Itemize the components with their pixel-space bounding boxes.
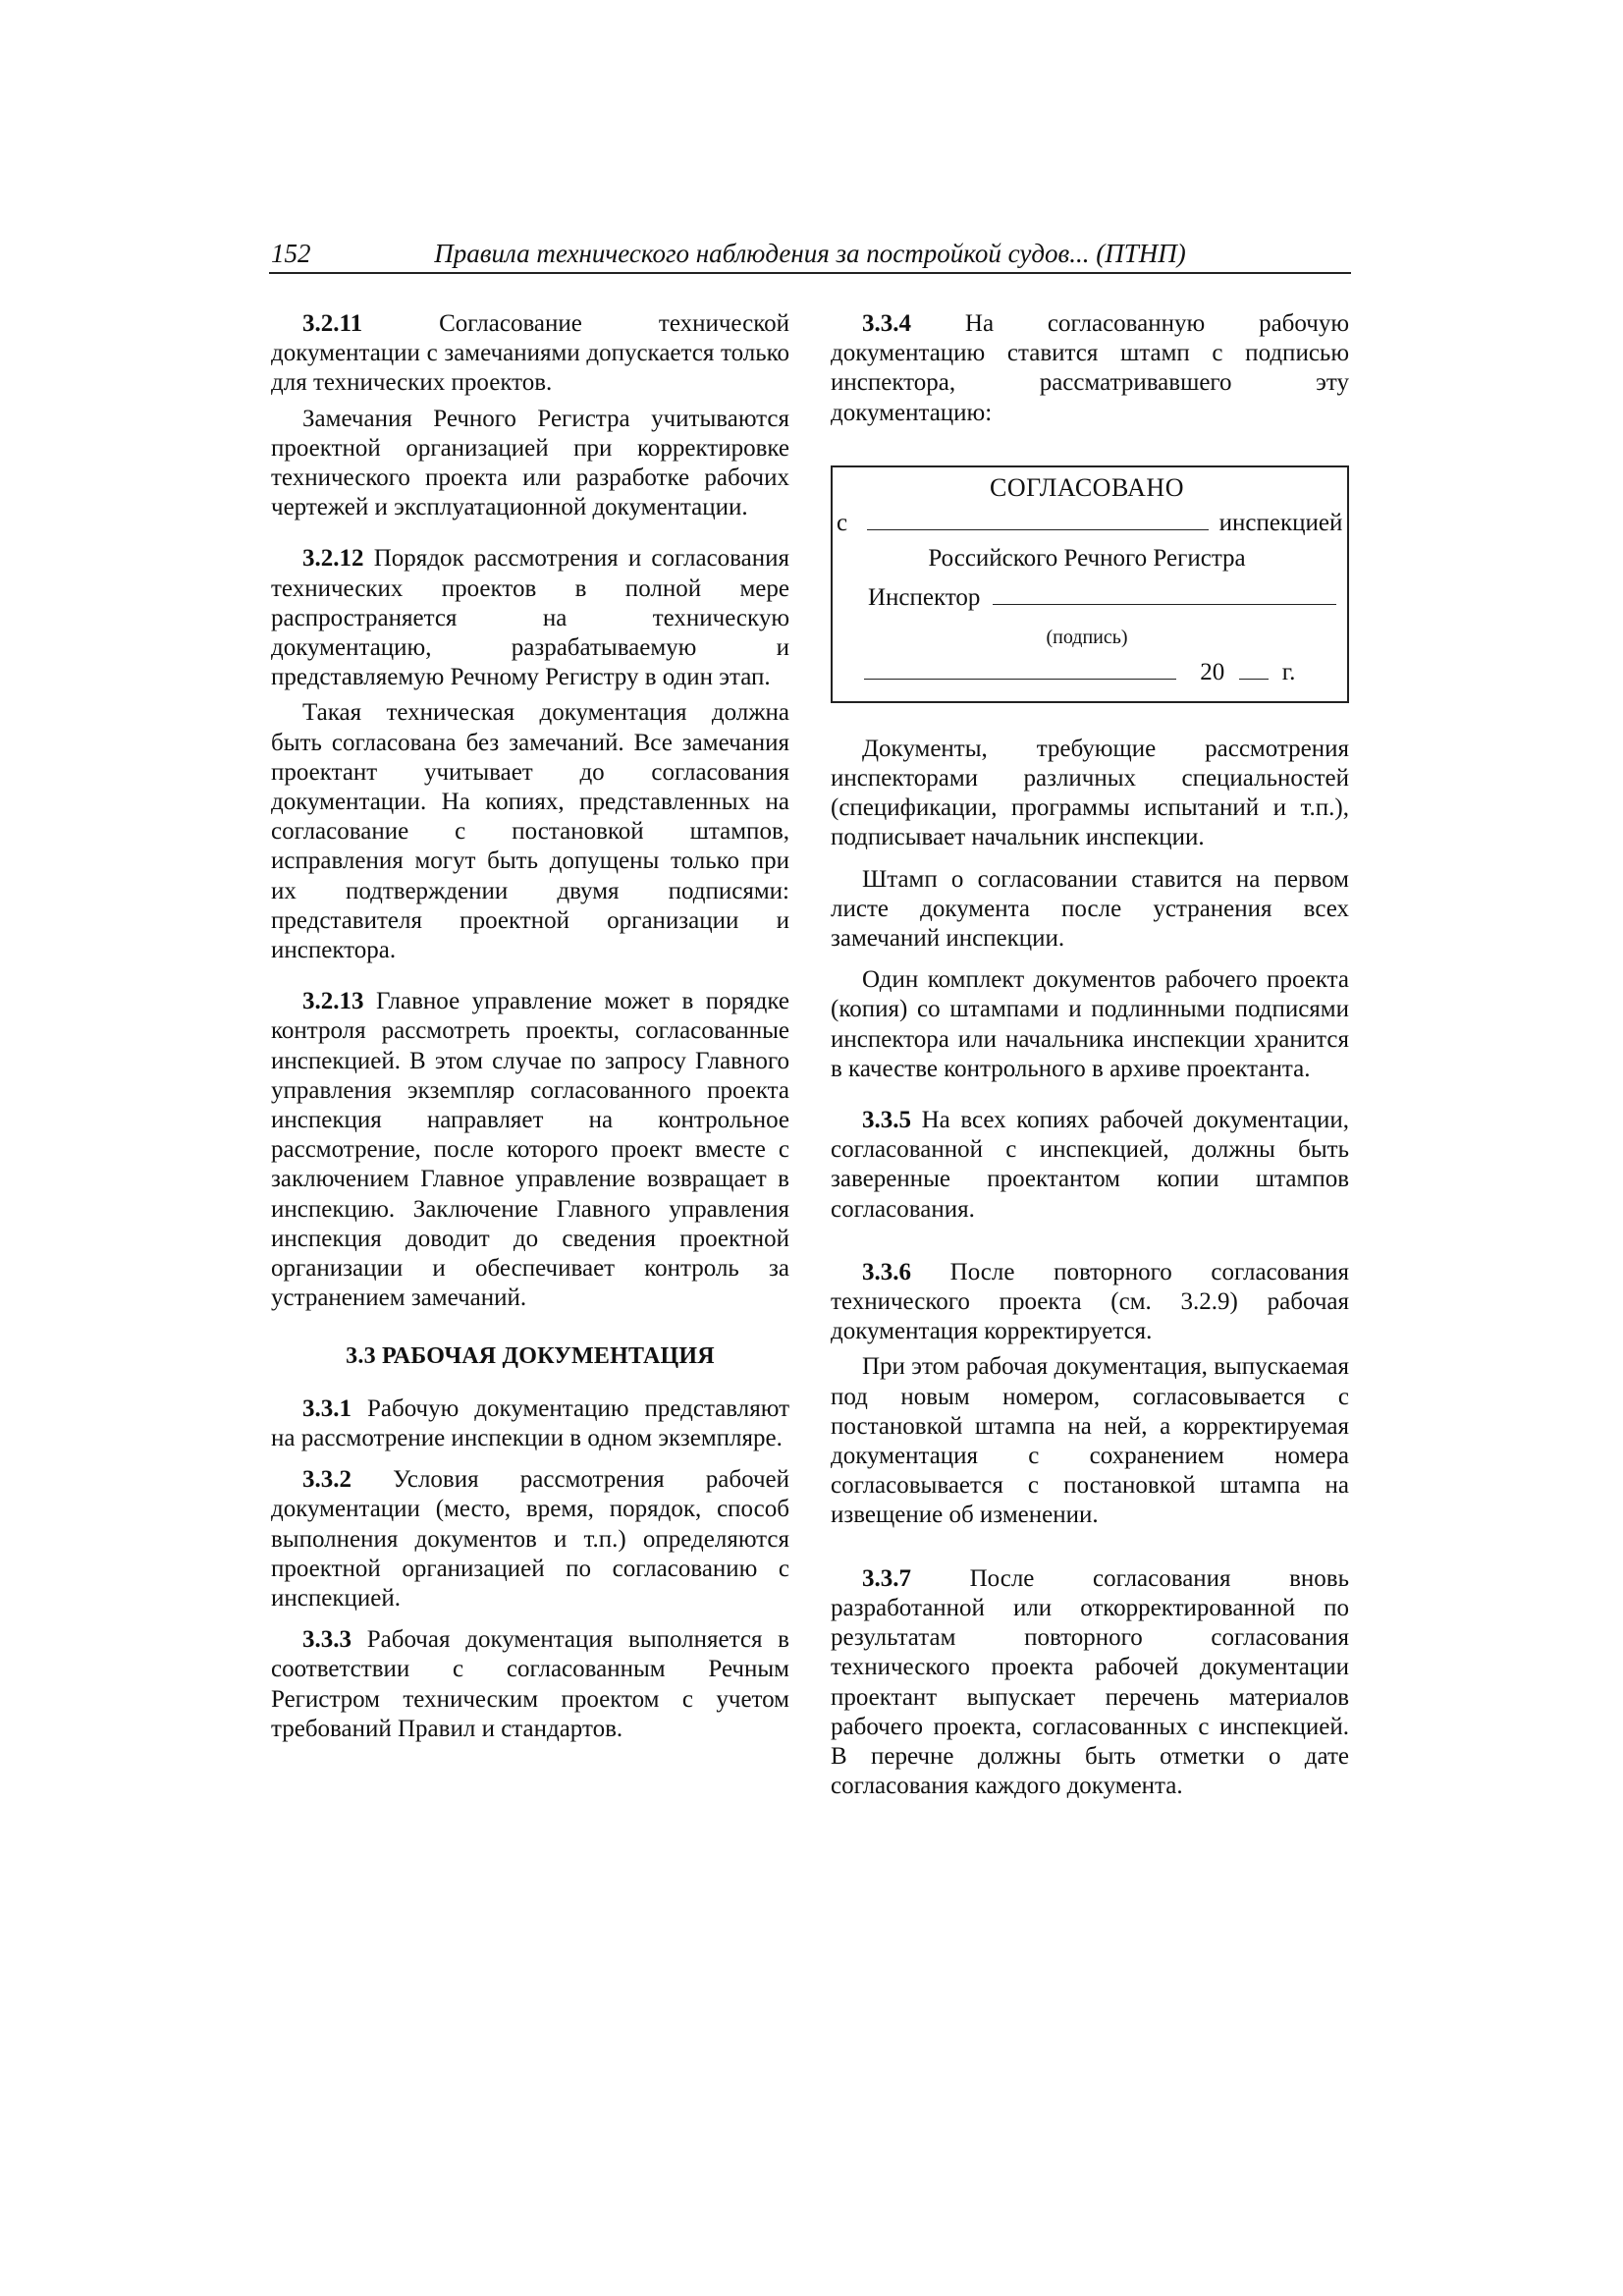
stamp-date-row: 20 г.: [864, 658, 1337, 687]
blank-line: [864, 659, 1176, 680]
stamp-inspection-row: с инспекцией: [837, 509, 1343, 536]
paragraph-3-2-12: 3.2.12 Порядок рассмотрения и согласования технических проектов в полной мере распространяется на техническую документацию, разрабатываемую и представляемую Речному Регистру в один этап.: [271, 545, 789, 691]
clause-number: 3.3.1: [302, 1394, 352, 1422]
clause-number: 3.2.13: [302, 988, 364, 1015]
blank-line: [1239, 659, 1269, 680]
paragraph-3-3-6: 3.3.6 После повторного согласования технического проекта (см. 3.2.9) рабочая документация корректируется.: [831, 1258, 1349, 1345]
paragraph-3-3-2: 3.3.2 Условия рассмотрения рабочей документации (место, время, порядок, способ выполнения документов и т.п.) определяются проектной организацией по согласованию с инспекцией.: [271, 1466, 789, 1612]
clause-number: 3.3.6: [862, 1258, 911, 1285]
paragraph-3-2-11: 3.2.11 Согласование технической документации с замечаниями допускается только для технических проектов.: [271, 310, 789, 397]
paragraph-3-2-11-cont: Замечания Речного Регистра учитываются проектной организацией при корректировке технического проекта или разработке рабочих чертежей и эксплуатационной документации.: [271, 405, 789, 521]
clause-number: 3.3.4: [862, 310, 911, 337]
clause-number: 3.2.12: [302, 545, 364, 573]
stamp-registry-row: Российского Речного Регистра: [928, 544, 1246, 572]
stamp-title: СОГЛАСОВАНО: [990, 472, 1184, 502]
paragraph-3-3-7: 3.3.7 После согласования вновь разработанной или откорректированной по результатам повторного согласования технического проекта рабочей документации проектант выпускает перечень материалов рабочего проекта, согласованных с инспекцией. В перечне должны быть отметки о дате согласования каждого документа.: [831, 1564, 1349, 1800]
paragraph-3-3-5: 3.3.5 На всех копиях рабочей документации, согласованной с инспекцией, должны быть заверенные проектантом копии штампов согласования.: [831, 1107, 1349, 1223]
paragraph-3-2-12-cont: Такая техническая документация должна быть согласована без замечаний. Все замечания проектант учитывает до согласования документации. На копиях, представленных на согласование с постановкой штампов, исправления могут быть допущены только при их подтверждении двумя подписями: представителя проектной организации и инспектора.: [271, 699, 789, 964]
paragraph-3-3-4: 3.3.4 На согласованную рабочую документацию ставится штамп с подписью инспектора, рассматривавшего эту документацию:: [831, 310, 1349, 426]
paragraph-3-3-1: 3.3.1 Рабочую документацию представляют на рассмотрение инспекции в одном экземпляре.: [271, 1394, 789, 1451]
left-column: [271, 309, 789, 1744]
page-number: 152: [271, 239, 311, 268]
blank-line: [993, 584, 1336, 605]
running-title: Правила технического наблюдения за постройкой судов... (ПТНП): [434, 239, 1186, 268]
blank-line: [867, 510, 1209, 530]
running-header: [269, 239, 1351, 274]
paragraph-3-3-6-cont: При этом рабочая документация, выпускаемая под новым номером, согласовывается с постановкой штампа на ней, а корректируемая документация с сохранением номера согласовывается с постановкой штампа на извещение об изменении.: [831, 1353, 1349, 1529]
clause-number: 3.3.5: [862, 1107, 911, 1134]
clause-number: 3.3.2: [302, 1466, 352, 1494]
right-column: [831, 309, 1349, 1801]
paragraph-3-3-3: 3.3.3 Рабочая документация выполняется в соответствии с согласованным Речным Регистром техническим проектом с учетом требований Правил и стандартов.: [271, 1626, 789, 1742]
paragraph-stamp-first-sheet: Штамп о согласовании ставится на первом листе документа после устранения всех замечаний инспекции.: [831, 865, 1349, 953]
stamp-signature-caption: (подпись): [1046, 626, 1128, 648]
paragraph-one-set: Один комплект документов рабочего проекта (копия) со штампами и подлинными подписями инспектора или начальника инспекции хранится в качестве контрольного в архиве проектанта.: [831, 966, 1349, 1082]
section-heading-3-3: 3.3 РАБОЧАЯ ДОКУМЕНТАЦИЯ: [346, 1342, 715, 1369]
paragraph-3-2-13: 3.2.13 Главное управление может в порядке контроля рассмотреть проекты, согласованные инспекцией. В этом случае по запросу Главного управления экземпляр согласованного проекта инспекция направляет на контрольное рассмотрение, после которого проект вместе с заключением Главное управление возвращает в инспекцию. Заключение Главного управления инспекция доводит до сведения проектной организации и обеспечивает контроль за устранением замечаний.: [271, 988, 789, 1312]
paragraph-documents: Документы, требующие рассмотрения инспекторами различных специальностей (спецификации, программы испытаний и т.п.), подписывает начальник инспекции.: [831, 735, 1349, 851]
clause-number: 3.3.7: [862, 1564, 911, 1592]
stamp-inspector-row: Инспектор: [868, 583, 1337, 613]
approval-stamp: [831, 465, 1349, 703]
clause-number: 3.2.11: [302, 310, 363, 337]
clause-number: 3.3.3: [302, 1626, 352, 1654]
